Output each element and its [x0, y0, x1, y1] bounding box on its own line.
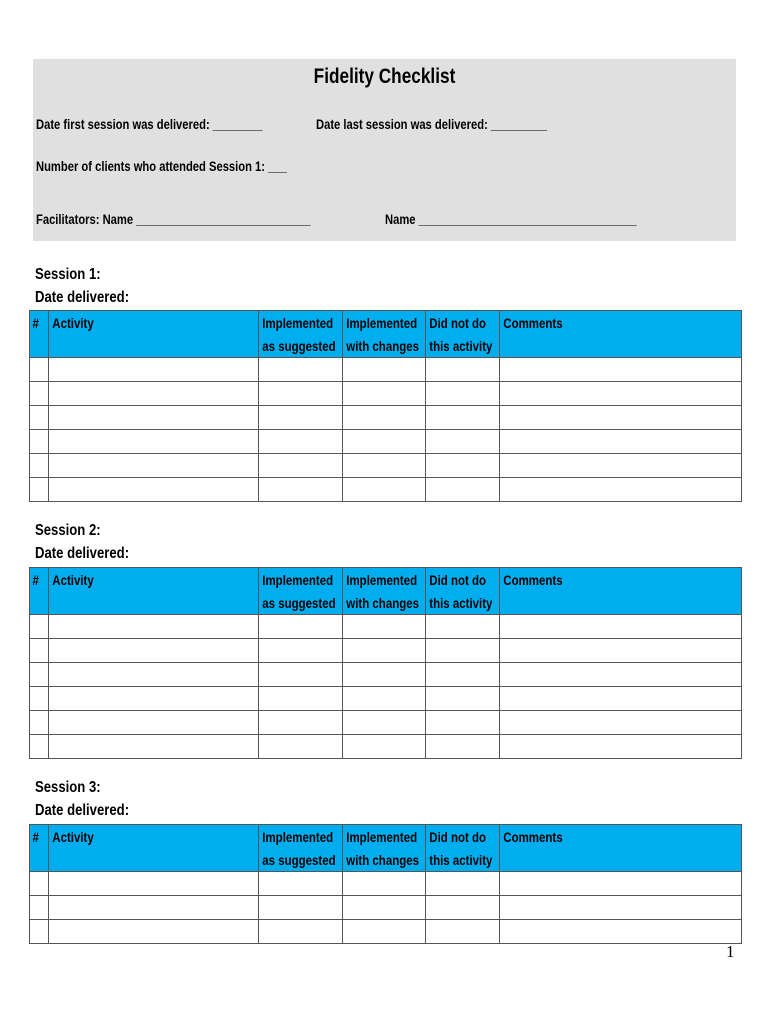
row-number-cell[interactable] [30, 920, 49, 944]
implemented-with-changes-cell[interactable] [343, 920, 426, 944]
comments-cell[interactable] [500, 920, 742, 944]
row-number-cell[interactable] [30, 735, 49, 759]
activity-header [49, 311, 259, 358]
did-not-do-header-line: Did not do [429, 572, 487, 588]
activity-header-line: Activity [52, 829, 94, 845]
implemented-as-suggested-header [259, 311, 343, 358]
header-box [33, 59, 736, 241]
implemented-as-suggested-cell[interactable] [259, 687, 343, 711]
comments-header-line: Comments [503, 572, 563, 588]
implemented-as-suggested-cell[interactable] [259, 478, 343, 502]
did-not-do-header-line: Did not do [429, 829, 487, 845]
activity-header [49, 825, 259, 872]
implemented-as-suggested-cell[interactable] [259, 735, 343, 759]
did-not-do-cell[interactable] [426, 430, 500, 454]
table-header-row [30, 568, 742, 615]
activity-header-line: Activity [52, 315, 94, 331]
table-row [30, 430, 742, 454]
row-number-cell[interactable] [30, 896, 49, 920]
comments-cell[interactable] [500, 478, 742, 502]
table-row [30, 615, 742, 639]
activity-cell[interactable] [49, 735, 259, 759]
comments-cell[interactable] [500, 735, 742, 759]
session-2-date-label: Date delivered: [35, 545, 130, 562]
did-not-do-cell[interactable] [426, 478, 500, 502]
implemented-as-suggested-cell[interactable] [259, 382, 343, 406]
did-not-do-header-line: this activity [429, 595, 493, 611]
comments-cell[interactable] [500, 896, 742, 920]
row-number-cell[interactable] [30, 687, 49, 711]
date-first-field[interactable]: Date first session was delivered: ________ [36, 116, 263, 132]
implemented-as-suggested-header [259, 825, 343, 872]
implemented-as-suggested-header-line: Implemented [262, 572, 334, 588]
activity-cell[interactable] [49, 478, 259, 502]
did-not-do-cell[interactable] [426, 687, 500, 711]
activity-cell[interactable] [49, 920, 259, 944]
row-number-cell[interactable] [30, 382, 49, 406]
did-not-do-cell[interactable] [426, 872, 500, 896]
activity-cell[interactable] [49, 382, 259, 406]
activity-cell[interactable] [49, 663, 259, 687]
table-header-row [30, 825, 742, 872]
comments-cell[interactable] [500, 406, 742, 430]
implemented-with-changes-cell[interactable] [343, 478, 426, 502]
did-not-do-cell[interactable] [426, 896, 500, 920]
session-2-table [29, 567, 742, 759]
implemented-with-changes-header-line: Implemented [346, 572, 418, 588]
table-row [30, 639, 742, 663]
table-row [30, 478, 742, 502]
comments-header-line: Comments [503, 315, 563, 331]
row-number-cell[interactable] [30, 358, 49, 382]
session-2-title: Session 2: [35, 522, 101, 539]
row-number-cell[interactable] [30, 663, 49, 687]
implemented-as-suggested-cell[interactable] [259, 896, 343, 920]
comments-header [500, 311, 742, 358]
did-not-do-cell[interactable] [426, 406, 500, 430]
implemented-with-changes-cell[interactable] [343, 382, 426, 406]
implemented-with-changes-cell[interactable] [343, 454, 426, 478]
table-row [30, 896, 742, 920]
session-3-title: Session 3: [35, 779, 101, 796]
implemented-as-suggested-header-line: as suggested [262, 338, 336, 354]
row-number-cell[interactable] [30, 872, 49, 896]
implemented-with-changes-cell[interactable] [343, 639, 426, 663]
did-not-do-cell[interactable] [426, 615, 500, 639]
activity-cell[interactable] [49, 454, 259, 478]
table-row [30, 663, 742, 687]
did-not-do-cell[interactable] [426, 711, 500, 735]
num-header [30, 311, 49, 358]
session-1-table [29, 310, 742, 502]
activity-cell[interactable] [49, 639, 259, 663]
table-row [30, 920, 742, 944]
row-number-cell[interactable] [30, 711, 49, 735]
implemented-as-suggested-cell[interactable] [259, 663, 343, 687]
implemented-as-suggested-cell[interactable] [259, 920, 343, 944]
table-row [30, 382, 742, 406]
implemented-as-suggested-cell[interactable] [259, 358, 343, 382]
num-header [30, 568, 49, 615]
date-last-field[interactable]: Date last session was delivered: _________ [316, 116, 547, 132]
implemented-with-changes-cell[interactable] [343, 735, 426, 759]
did-not-do-cell[interactable] [426, 639, 500, 663]
implemented-with-changes-header-line: with changes [346, 595, 420, 611]
comments-cell[interactable] [500, 639, 742, 663]
implemented-with-changes-header-line: with changes [346, 852, 420, 868]
row-number-cell[interactable] [30, 615, 49, 639]
implemented-as-suggested-cell[interactable] [259, 639, 343, 663]
implemented-as-suggested-cell[interactable] [259, 615, 343, 639]
implemented-as-suggested-header-line: as suggested [262, 852, 336, 868]
facilitator-name2-field[interactable]: Name ___________________________________ [385, 211, 637, 227]
implemented-with-changes-cell[interactable] [343, 872, 426, 896]
implemented-as-suggested-header-line: Implemented [262, 315, 334, 331]
did-not-do-header-line: Did not do [429, 315, 487, 331]
did-not-do-cell[interactable] [426, 358, 500, 382]
comments-cell[interactable] [500, 687, 742, 711]
session-1-title: Session 1: [35, 266, 101, 283]
page-number: 1 [726, 942, 735, 961]
implemented-with-changes-cell[interactable] [343, 406, 426, 430]
num-header [30, 825, 49, 872]
activity-header [49, 568, 259, 615]
did-not-do-cell[interactable] [426, 735, 500, 759]
implemented-with-changes-header-line: Implemented [346, 829, 418, 845]
row-number-cell[interactable] [30, 639, 49, 663]
comments-cell[interactable] [500, 872, 742, 896]
implemented-as-suggested-cell[interactable] [259, 454, 343, 478]
implemented-with-changes-cell[interactable] [343, 663, 426, 687]
did-not-do-header [426, 568, 500, 615]
implemented-with-changes-cell[interactable] [343, 430, 426, 454]
table-row [30, 358, 742, 382]
did-not-do-header-line: this activity [429, 338, 493, 354]
implemented-with-changes-header-line: with changes [346, 338, 420, 354]
table-row [30, 454, 742, 478]
activity-cell[interactable] [49, 406, 259, 430]
activity-cell[interactable] [49, 615, 259, 639]
comments-cell[interactable] [500, 454, 742, 478]
implemented-as-suggested-cell[interactable] [259, 430, 343, 454]
session-1-date-label: Date delivered: [35, 289, 130, 306]
implemented-with-changes-header [343, 568, 426, 615]
activity-header-line: Activity [52, 572, 94, 588]
table-row [30, 872, 742, 896]
clients-count-field[interactable]: Number of clients who attended Session 1: ___ [36, 158, 287, 174]
did-not-do-cell[interactable] [426, 663, 500, 687]
num-header-line: # [32, 829, 39, 845]
implemented-as-suggested-cell[interactable] [259, 406, 343, 430]
comments-header [500, 568, 742, 615]
activity-cell[interactable] [49, 711, 259, 735]
row-number-cell[interactable] [30, 406, 49, 430]
comments-cell[interactable] [500, 615, 742, 639]
table-row [30, 406, 742, 430]
comments-cell[interactable] [500, 358, 742, 382]
implemented-with-changes-cell[interactable] [343, 896, 426, 920]
did-not-do-cell[interactable] [426, 382, 500, 406]
session-3-table [29, 824, 742, 944]
did-not-do-header [426, 311, 500, 358]
implemented-with-changes-cell[interactable] [343, 615, 426, 639]
row-number-cell[interactable] [30, 454, 49, 478]
implemented-as-suggested-cell[interactable] [259, 872, 343, 896]
activity-cell[interactable] [49, 872, 259, 896]
did-not-do-header-line: this activity [429, 852, 493, 868]
did-not-do-cell[interactable] [426, 920, 500, 944]
comments-cell[interactable] [500, 382, 742, 406]
comments-cell[interactable] [500, 430, 742, 454]
row-number-cell[interactable] [30, 478, 49, 502]
table-row [30, 735, 742, 759]
table-header-row [30, 311, 742, 358]
session-3-date-label: Date delivered: [35, 802, 130, 819]
num-header-line: # [32, 315, 39, 331]
implemented-with-changes-header [343, 311, 426, 358]
implemented-with-changes-header-line: Implemented [346, 315, 418, 331]
implemented-as-suggested-header [259, 568, 343, 615]
table-row [30, 687, 742, 711]
implemented-with-changes-header [343, 825, 426, 872]
did-not-do-cell[interactable] [426, 454, 500, 478]
did-not-do-header [426, 825, 500, 872]
page-title: Fidelity Checklist [313, 65, 456, 88]
activity-cell[interactable] [49, 896, 259, 920]
implemented-with-changes-cell[interactable] [343, 711, 426, 735]
num-header-line: # [32, 572, 39, 588]
comments-header-line: Comments [503, 829, 563, 845]
activity-cell[interactable] [49, 430, 259, 454]
implemented-as-suggested-header-line: Implemented [262, 829, 334, 845]
activity-cell[interactable] [49, 358, 259, 382]
implemented-as-suggested-header-line: as suggested [262, 595, 336, 611]
implemented-with-changes-cell[interactable] [343, 687, 426, 711]
comments-cell[interactable] [500, 711, 742, 735]
facilitator-name-field[interactable]: Facilitators: Name ____________________________ [36, 211, 311, 227]
implemented-with-changes-cell[interactable] [343, 358, 426, 382]
comments-cell[interactable] [500, 663, 742, 687]
row-number-cell[interactable] [30, 430, 49, 454]
table-row [30, 711, 742, 735]
comments-header [500, 825, 742, 872]
implemented-as-suggested-cell[interactable] [259, 711, 343, 735]
activity-cell[interactable] [49, 687, 259, 711]
